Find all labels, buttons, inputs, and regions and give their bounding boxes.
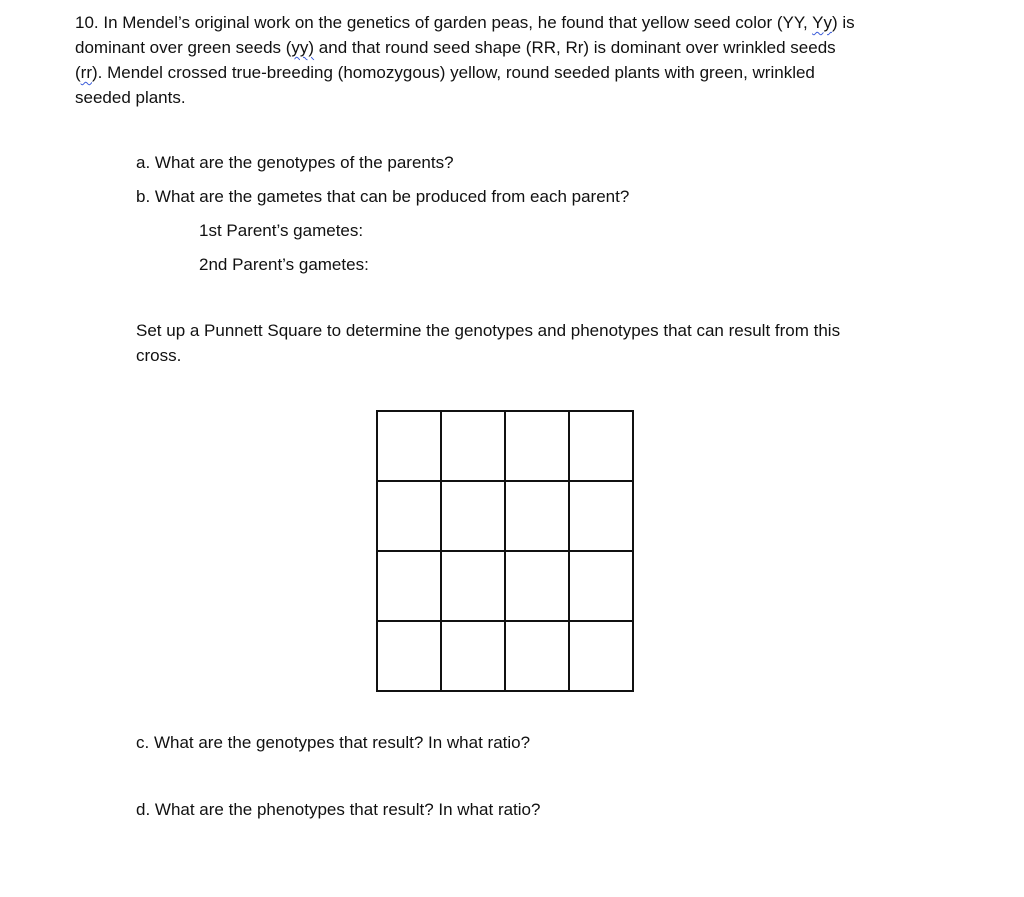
question-part-c: c. What are the genotypes that result? In what ratio?: [136, 733, 531, 752]
punnett-row: [377, 551, 633, 621]
punnett-cell: [377, 481, 441, 551]
question-part-a: a. What are the genotypes of the parents?: [136, 153, 454, 172]
punnett-cell: [569, 551, 633, 621]
punnett-cell: [505, 621, 569, 691]
parent1-gametes-label: 1st Parent’s gametes:: [199, 221, 364, 240]
question-part-d: d. What are the phenotypes that result? In what ratio?: [136, 800, 541, 819]
instruction-line: cross.: [136, 346, 182, 365]
spellcheck-word: rr: [80, 63, 92, 82]
intro-line: (rr). Mendel crossed true-breeding (homozygous) yellow, round seeded plants with green, wrinkled: [75, 63, 815, 82]
spellcheck-word: Yy: [812, 13, 832, 32]
punnett-cell: [377, 411, 441, 481]
punnett-cell: [377, 621, 441, 691]
intro-line: seeded plants.: [75, 88, 186, 107]
parent2-gametes-label: 2nd Parent’s gametes:: [199, 255, 369, 274]
punnett-cell: [505, 411, 569, 481]
punnett-cell: [441, 551, 505, 621]
punnett-cell: [569, 621, 633, 691]
spellcheck-word: yy): [291, 38, 315, 57]
punnett-cell: [441, 621, 505, 691]
question-intro: [75, 10, 945, 110]
instruction-line: Set up a Punnett Square to determine the genotypes and phenotypes that can result from this: [136, 321, 841, 340]
punnett-instructions: [136, 318, 936, 368]
punnett-row: [377, 481, 633, 551]
question-part-b: b. What are the gametes that can be produced from each parent?: [136, 187, 630, 206]
punnett-cell: [505, 551, 569, 621]
punnett-row: [377, 621, 633, 691]
punnett-cell: [569, 481, 633, 551]
punnett-cell: [569, 411, 633, 481]
punnett-cell: [505, 481, 569, 551]
punnett-square: [376, 410, 634, 692]
intro-line: dominant over green seeds (yy) and that round seed shape (RR, Rr) is dominant over wrinkled seeds: [75, 38, 836, 57]
intro-line: 10. In Mendel’s original work on the genetics of garden peas, he found that yellow seed color (YY, Yy) is: [75, 13, 855, 32]
punnett-cell: [441, 481, 505, 551]
punnett-cell: [377, 551, 441, 621]
punnett-cell: [441, 411, 505, 481]
punnett-row: [377, 411, 633, 481]
